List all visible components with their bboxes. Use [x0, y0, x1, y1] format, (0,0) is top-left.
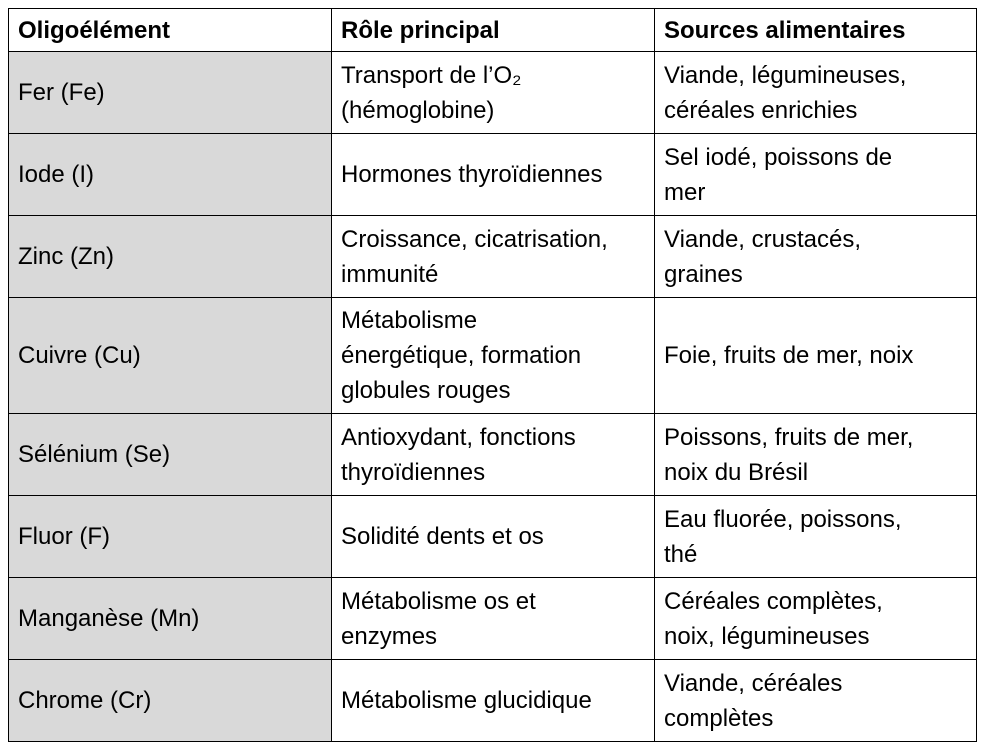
sources-text: Céréales complètes, noix, légumineuses	[664, 587, 883, 650]
sources-text: Viande, légumineuses, céréales enrichies	[664, 61, 907, 124]
element-name-cell	[9, 52, 332, 134]
element-name: Fer (Fe)	[18, 79, 105, 106]
role-text: Antioxydant, fonctions thyroïdiennes	[341, 423, 576, 486]
role-text: Métabolisme os et enzymes	[341, 587, 536, 650]
element-name: Manganèse (Mn)	[18, 605, 200, 632]
table-row	[9, 578, 977, 660]
trace-elements-table-container	[8, 8, 977, 742]
element-name-cell	[9, 660, 332, 742]
table-row	[9, 52, 977, 134]
role-text: Hormones thyroïdiennes	[341, 161, 603, 188]
table-row	[9, 298, 977, 414]
role-cell	[332, 660, 655, 742]
sources-cell	[655, 414, 977, 496]
element-name: Fluor (F)	[18, 523, 110, 550]
sources-text: Eau fluorée, poissons, thé	[664, 505, 902, 568]
element-name: Cuivre (Cu)	[18, 342, 141, 369]
role-text: Solidité dents et os	[341, 523, 544, 550]
role-text: Métabolisme glucidique	[341, 687, 592, 714]
sources-cell	[655, 578, 977, 660]
role-text: Croissance, cicatrisation, immunité	[341, 225, 608, 288]
role-cell	[332, 414, 655, 496]
role-cell	[332, 216, 655, 298]
sources-text: Sel iodé, poissons de mer	[664, 143, 893, 206]
table-row	[9, 414, 977, 496]
table-row	[9, 496, 977, 578]
element-name-cell	[9, 414, 332, 496]
table-row	[9, 134, 977, 216]
role-cell	[332, 496, 655, 578]
table-header-row	[9, 9, 977, 52]
role-text: Transport de l’O₂ (hémoglobine)	[341, 61, 522, 124]
element-name: Sélénium (Se)	[18, 441, 171, 468]
sources-cell	[655, 496, 977, 578]
trace-elements-table	[8, 8, 977, 742]
role-cell	[332, 298, 655, 414]
element-name: Iode (I)	[18, 161, 95, 188]
element-name: Chrome (Cr)	[18, 687, 152, 714]
element-name-cell	[9, 216, 332, 298]
role-cell	[332, 578, 655, 660]
element-name-cell	[9, 134, 332, 216]
header-oligoelement: Oligoélément	[9, 9, 332, 52]
sources-cell	[655, 216, 977, 298]
role-cell	[332, 134, 655, 216]
role-cell	[332, 52, 655, 134]
sources-cell	[655, 52, 977, 134]
header-role-principal: Rôle principal	[332, 9, 655, 52]
sources-cell	[655, 660, 977, 742]
table-row	[9, 216, 977, 298]
element-name: Zinc (Zn)	[18, 243, 114, 270]
sources-text: Poissons, fruits de mer, noix du Brésil	[664, 423, 914, 486]
sources-cell	[655, 134, 977, 216]
element-name-cell	[9, 578, 332, 660]
sources-cell	[655, 298, 977, 414]
element-name-cell	[9, 496, 332, 578]
sources-text: Viande, céréales complètes	[664, 669, 843, 732]
element-name-cell	[9, 298, 332, 414]
header-sources-alimentaires: Sources alimentaires	[655, 9, 977, 52]
table-row	[9, 660, 977, 742]
sources-text: Foie, fruits de mer, noix	[664, 342, 914, 369]
sources-text: Viande, crustacés, graines	[664, 225, 862, 288]
role-text: Métabolisme énergétique, formation globules rouges	[341, 307, 582, 404]
